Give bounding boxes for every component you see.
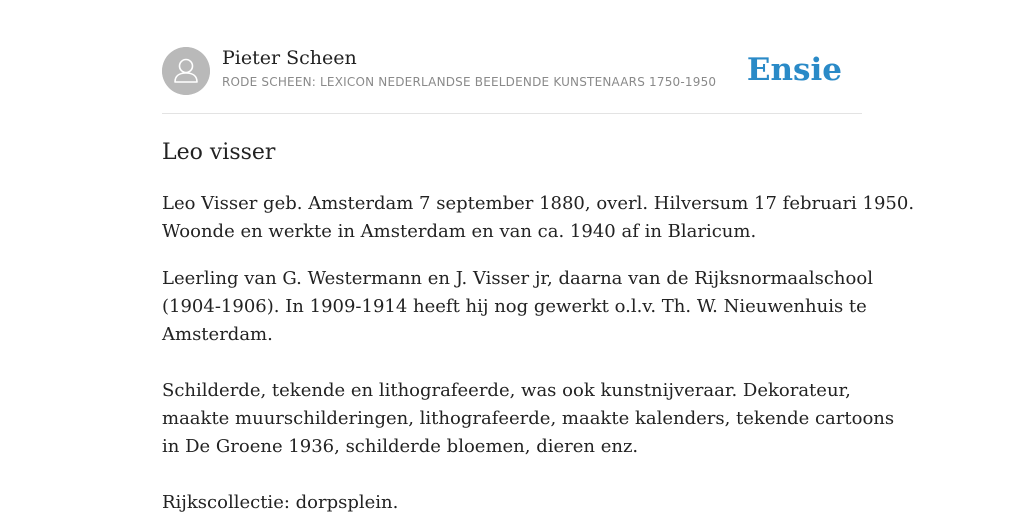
paragraph-line: (1904-1906). In 1909-1914 heeft hij nog gewerkt o.l.v. Th. W. Nieuwenhuis te (162, 296, 867, 317)
paragraph-line: maakte muurschilderingen, lithografeerde, maakte kalenders, tekende cartoons (162, 408, 895, 429)
paragraph-education (162, 265, 873, 349)
paragraph-line: Leerling van G. Westermann en J. Visser jr, daarna van de Rijksnormaalschool (162, 268, 873, 289)
article-title: Leo visser (162, 140, 276, 165)
paragraph-line: Amsterdam. (162, 324, 273, 345)
article-body (162, 190, 915, 512)
paragraph-line: Schilderde, tekende en lithografeerde, was ook kunstnijveraar. Dekorateur, (162, 380, 851, 401)
article-header (162, 46, 862, 96)
paragraph-biography (162, 190, 915, 246)
paragraph-spacer (162, 461, 862, 489)
paragraph-line: Leo Visser geb. Amsterdam 7 september 1880, overl. Hilversum 17 februari 1950. (162, 193, 915, 214)
header-divider (162, 113, 862, 114)
user-avatar-icon[interactable] (162, 47, 210, 95)
author-name-link[interactable]: Pieter Scheen (222, 47, 357, 69)
source-label[interactable]: RODE SCHEEN: LEXICON NEDERLANDSE BEELDENDE KUNSTENAARS 1750-1950 (222, 75, 717, 89)
paragraph-line: in De Groene 1936, schilderde bloemen, dieren enz. (162, 436, 639, 457)
paragraph-work (162, 377, 895, 461)
paragraph-collection (162, 489, 862, 512)
ensie-logo[interactable]: Ensie (746, 52, 842, 88)
paragraph-spacer (162, 349, 862, 377)
paragraph-line: Woonde en werkte in Amsterdam en van ca. 1940 af in Blaricum. (162, 221, 757, 242)
user-avatar-icon-svg (162, 47, 210, 95)
paragraph-line: Rijkscollectie: dorpsplein. (162, 492, 399, 512)
